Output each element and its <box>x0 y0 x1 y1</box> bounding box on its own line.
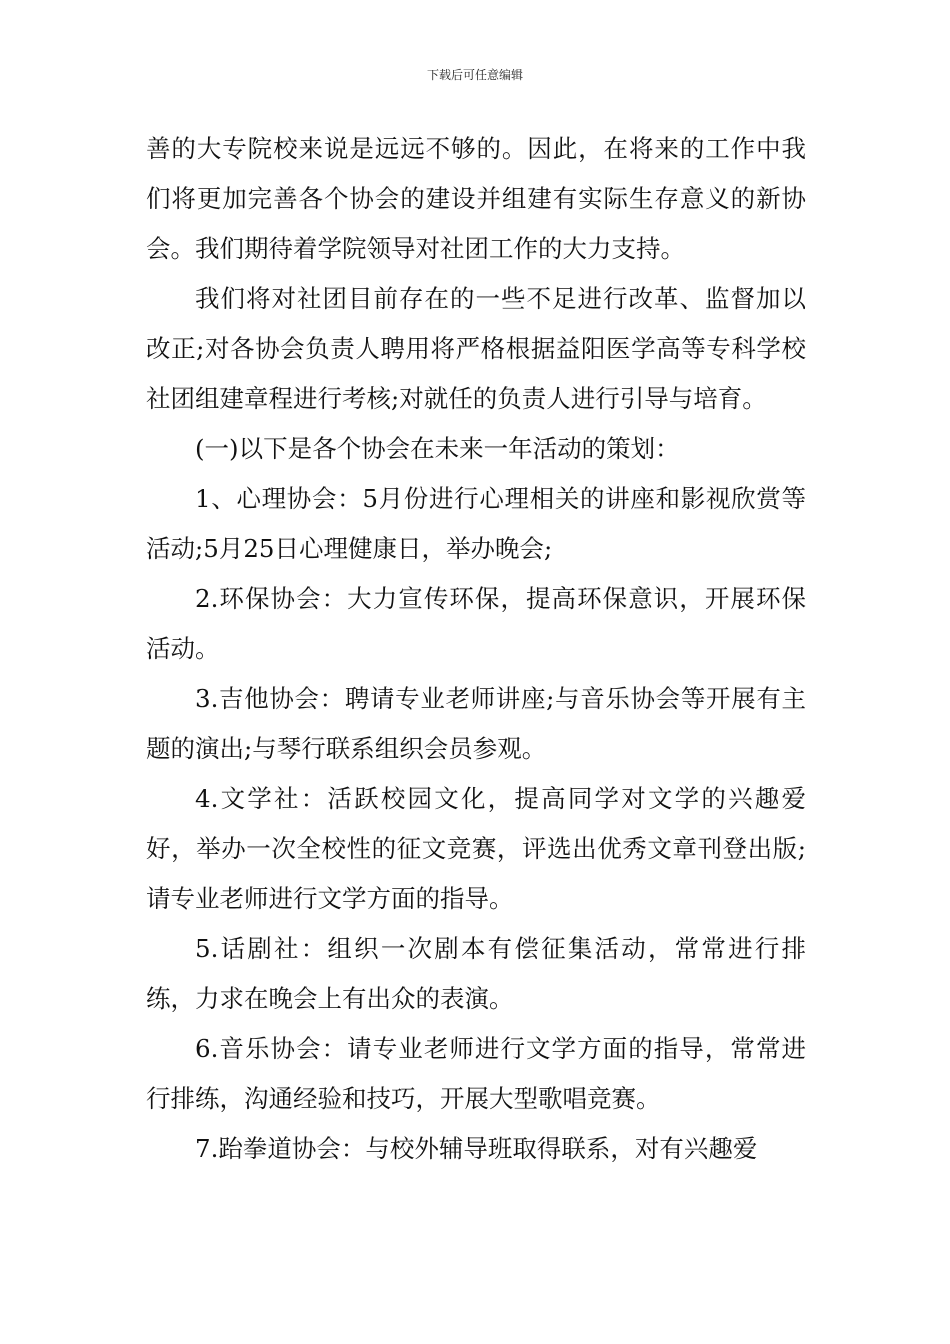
document-body <box>146 124 806 1174</box>
paragraph: 1、心理协会：5月份进行心理相关的讲座和影视欣赏等活动;5月25日心理健康日，举办晚会; <box>146 484 806 563</box>
paragraph: 5.话剧社：组织一次剧本有偿征集活动，常常进行排练，力求在晚会上有出众的表演。 <box>146 934 806 1013</box>
paragraph: 6.音乐协会：请专业老师进行文学方面的指导，常常进行排练，沟通经验和技巧，开展大型歌唱竞赛。 <box>146 1034 806 1113</box>
paragraph: 7.跆拳道协会：与校外辅导班取得联系，对有兴趣爱 <box>195 1134 758 1163</box>
page-header: 下载后可任意编辑 <box>426 68 523 82</box>
paragraph: 4.文学社：活跃校园文化，提高同学对文学的兴趣爱好，举办一次全校性的征文竞赛，评选出优秀文章刊登出版;请专业老师进行文学方面的指导。 <box>146 784 806 913</box>
paragraph: 3.吉他协会：聘请专业老师讲座;与音乐协会等开展有主题的演出;与琴行联系组织会员参观。 <box>146 684 806 763</box>
paragraph: 善的大专院校来说是远远不够的。因此，在将来的工作中我们将更加完善各个协会的建设并组建有实际生存意义的新协会。我们期待着学院领导对社团工作的大力支持。 <box>146 134 806 263</box>
paragraph: 2.环保协会：大力宣传环保，提高环保意识，开展环保活动。 <box>146 584 806 663</box>
paragraph: 我们将对社团目前存在的一些不足进行改革、监督加以改正;对各协会负责人聘用将严格根据益阳医学高等专科学校社团组建章程进行考核;对就任的负责人进行引导与培育。 <box>146 284 806 413</box>
paragraph: (一)以下是各个协会在未来一年活动的策划： <box>195 434 680 463</box>
